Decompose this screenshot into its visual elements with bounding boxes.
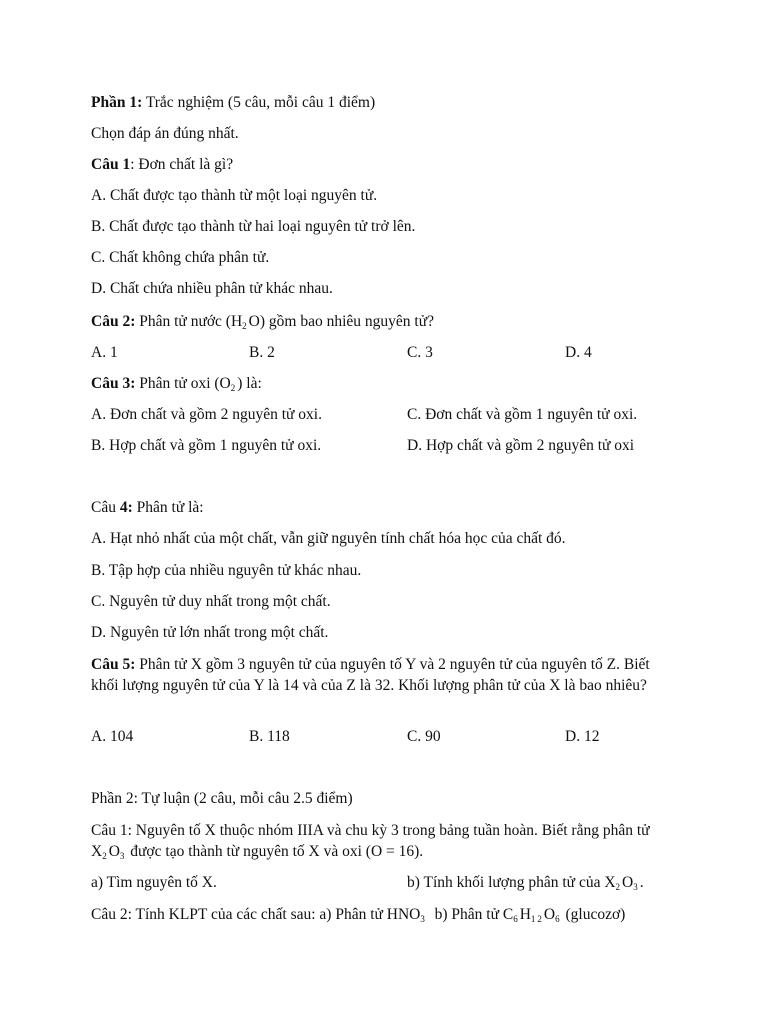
essay-1-text-b: được tạo thành từ nguyên tố X và oxi (O = 16).: [126, 843, 424, 860]
part1-heading: [91, 94, 375, 112]
q3-option-a: A. Đơn chất và gồm 2 nguyên tử oxi.: [91, 406, 322, 423]
q5-option-b: B. 118: [249, 728, 290, 745]
question-5-text: Phân tử X gồm 3 nguyên tử của nguyên tố Y và 2 nguyên tử của nguyên tố Z. Biết khối lượng nguyên tử của Y là 14 và của Z là 32. Khối lượng phân tử của X là bao nhiêu?: [91, 656, 650, 694]
q5-option-c: C. 90: [407, 728, 441, 745]
q1-option-a: A. Chất được tạo thành từ một loại nguyên tử.: [91, 187, 378, 204]
q2-option-d: D. 4: [565, 344, 592, 361]
question-3-text-b: ) là:: [237, 375, 262, 392]
part2-heading: Phần 2: Tự luận (2 câu, mỗi câu 2.5 điểm): [91, 790, 353, 807]
essay-2-end: (glucozơ): [561, 906, 626, 923]
part1-instruction: Chọn đáp án đúng nhất.: [91, 125, 239, 142]
essay-question-1: [91, 820, 671, 862]
q4-option-b: B. Tập hợp của nhiều nguyên tử khác nhau.: [91, 562, 362, 579]
question-3-label: Câu 3:: [91, 375, 136, 392]
question-4-label-plain: Câu: [91, 499, 120, 516]
question-2-subscript: 2: [242, 321, 249, 331]
q1-option-d: D. Chất chứa nhiều phân tử khác nhau.: [91, 280, 333, 297]
question-3-text-a: Phân tử oxi (O: [135, 375, 231, 392]
essay-1-part-b-end: .: [639, 874, 644, 891]
question-3: [91, 375, 262, 393]
question-5-label: Câu 5:: [91, 656, 136, 673]
essay-2-sub-1: 3: [420, 914, 427, 924]
q2-option-b: B. 2: [249, 344, 275, 361]
essay-1-mid: O: [108, 843, 120, 860]
essay-1-part-a: a) Tìm nguyên tố X.: [91, 874, 217, 891]
essay-1-part-b-sub-1: 2: [615, 882, 623, 892]
essay-question-2: [91, 906, 625, 924]
q2-option-c: C. 3: [407, 344, 433, 361]
question-3-subscript: 2: [230, 383, 238, 393]
essay-1-sub-2: 3: [119, 851, 127, 861]
q2-option-a: A. 1: [91, 344, 118, 361]
essay-1-sub-1: 2: [102, 851, 109, 861]
essay-1-part-b-sub-2: 3: [633, 882, 640, 892]
essay-2-o: O: [543, 906, 556, 923]
q3-option-b: B. Hợp chất và gồm 1 nguyên tử oxi.: [91, 437, 322, 454]
question-1: [91, 156, 233, 174]
q4-option-a: A. Hạt nhỏ nhất của một chất, vẫn giữ nguyên tính chất hóa học của chất đó.: [91, 530, 566, 547]
question-4: [91, 499, 204, 517]
question-1-label: Câu 1: [91, 156, 131, 173]
question-2-text-b: O) gồm bao nhiêu nguyên tử?: [248, 313, 434, 330]
question-1-text: : Đơn chất là gì?: [130, 156, 234, 173]
part1-heading-bold: Phần 1:: [91, 94, 143, 111]
question-2-label: Câu 2:: [91, 313, 136, 330]
essay-2-mid: b) Phân tử C: [426, 906, 514, 923]
essay-2-sub-4: 6: [555, 914, 562, 924]
essay-2-sub-2: 6: [513, 914, 520, 924]
essay-2-h: H: [519, 906, 531, 923]
essay-2-text: Câu 2: Tính KLPT của các chất sau: a) Phân tử HNO: [91, 906, 421, 923]
q5-option-a: A. 104: [91, 728, 134, 745]
essay-1-part-b: [407, 874, 644, 892]
question-4-text: Phân tử là:: [132, 499, 204, 516]
q5-option-d: D. 12: [565, 728, 600, 745]
question-2-text-a: Phân tử nước (H: [135, 313, 243, 330]
essay-2-sub-3: 12: [530, 914, 544, 924]
part1-heading-text: Trắc nghiệm (5 câu, mỗi câu 1 điểm): [142, 94, 376, 111]
question-5: [91, 654, 671, 696]
q3-option-d: D. Hợp chất và gồm 2 nguyên tử oxi: [407, 437, 635, 454]
q4-option-c: C. Nguyên tử duy nhất trong một chất.: [91, 593, 331, 610]
q3-option-c: C. Đơn chất và gồm 1 nguyên tử oxi.: [407, 406, 638, 423]
essay-1-part-b-text: b) Tính khối lượng phân tử của X: [407, 874, 616, 891]
q1-option-c: C. Chất không chứa phân tử.: [91, 249, 270, 266]
question-4-label-bold: 4:: [119, 499, 133, 516]
essay-1-part-b-mid: O: [622, 874, 634, 891]
question-2: [91, 313, 434, 331]
q4-option-d: D. Nguyên tử lớn nhất trong một chất.: [91, 624, 329, 641]
q1-option-b: B. Chất được tạo thành từ hai loại nguyên tử trở lên.: [91, 218, 416, 235]
essay-1-text-a: Câu 1: Nguyên tố X thuộc nhóm IIIA và chu kỳ 3 trong bảng tuần hoàn. Biết rằng phân tử X: [91, 822, 650, 860]
